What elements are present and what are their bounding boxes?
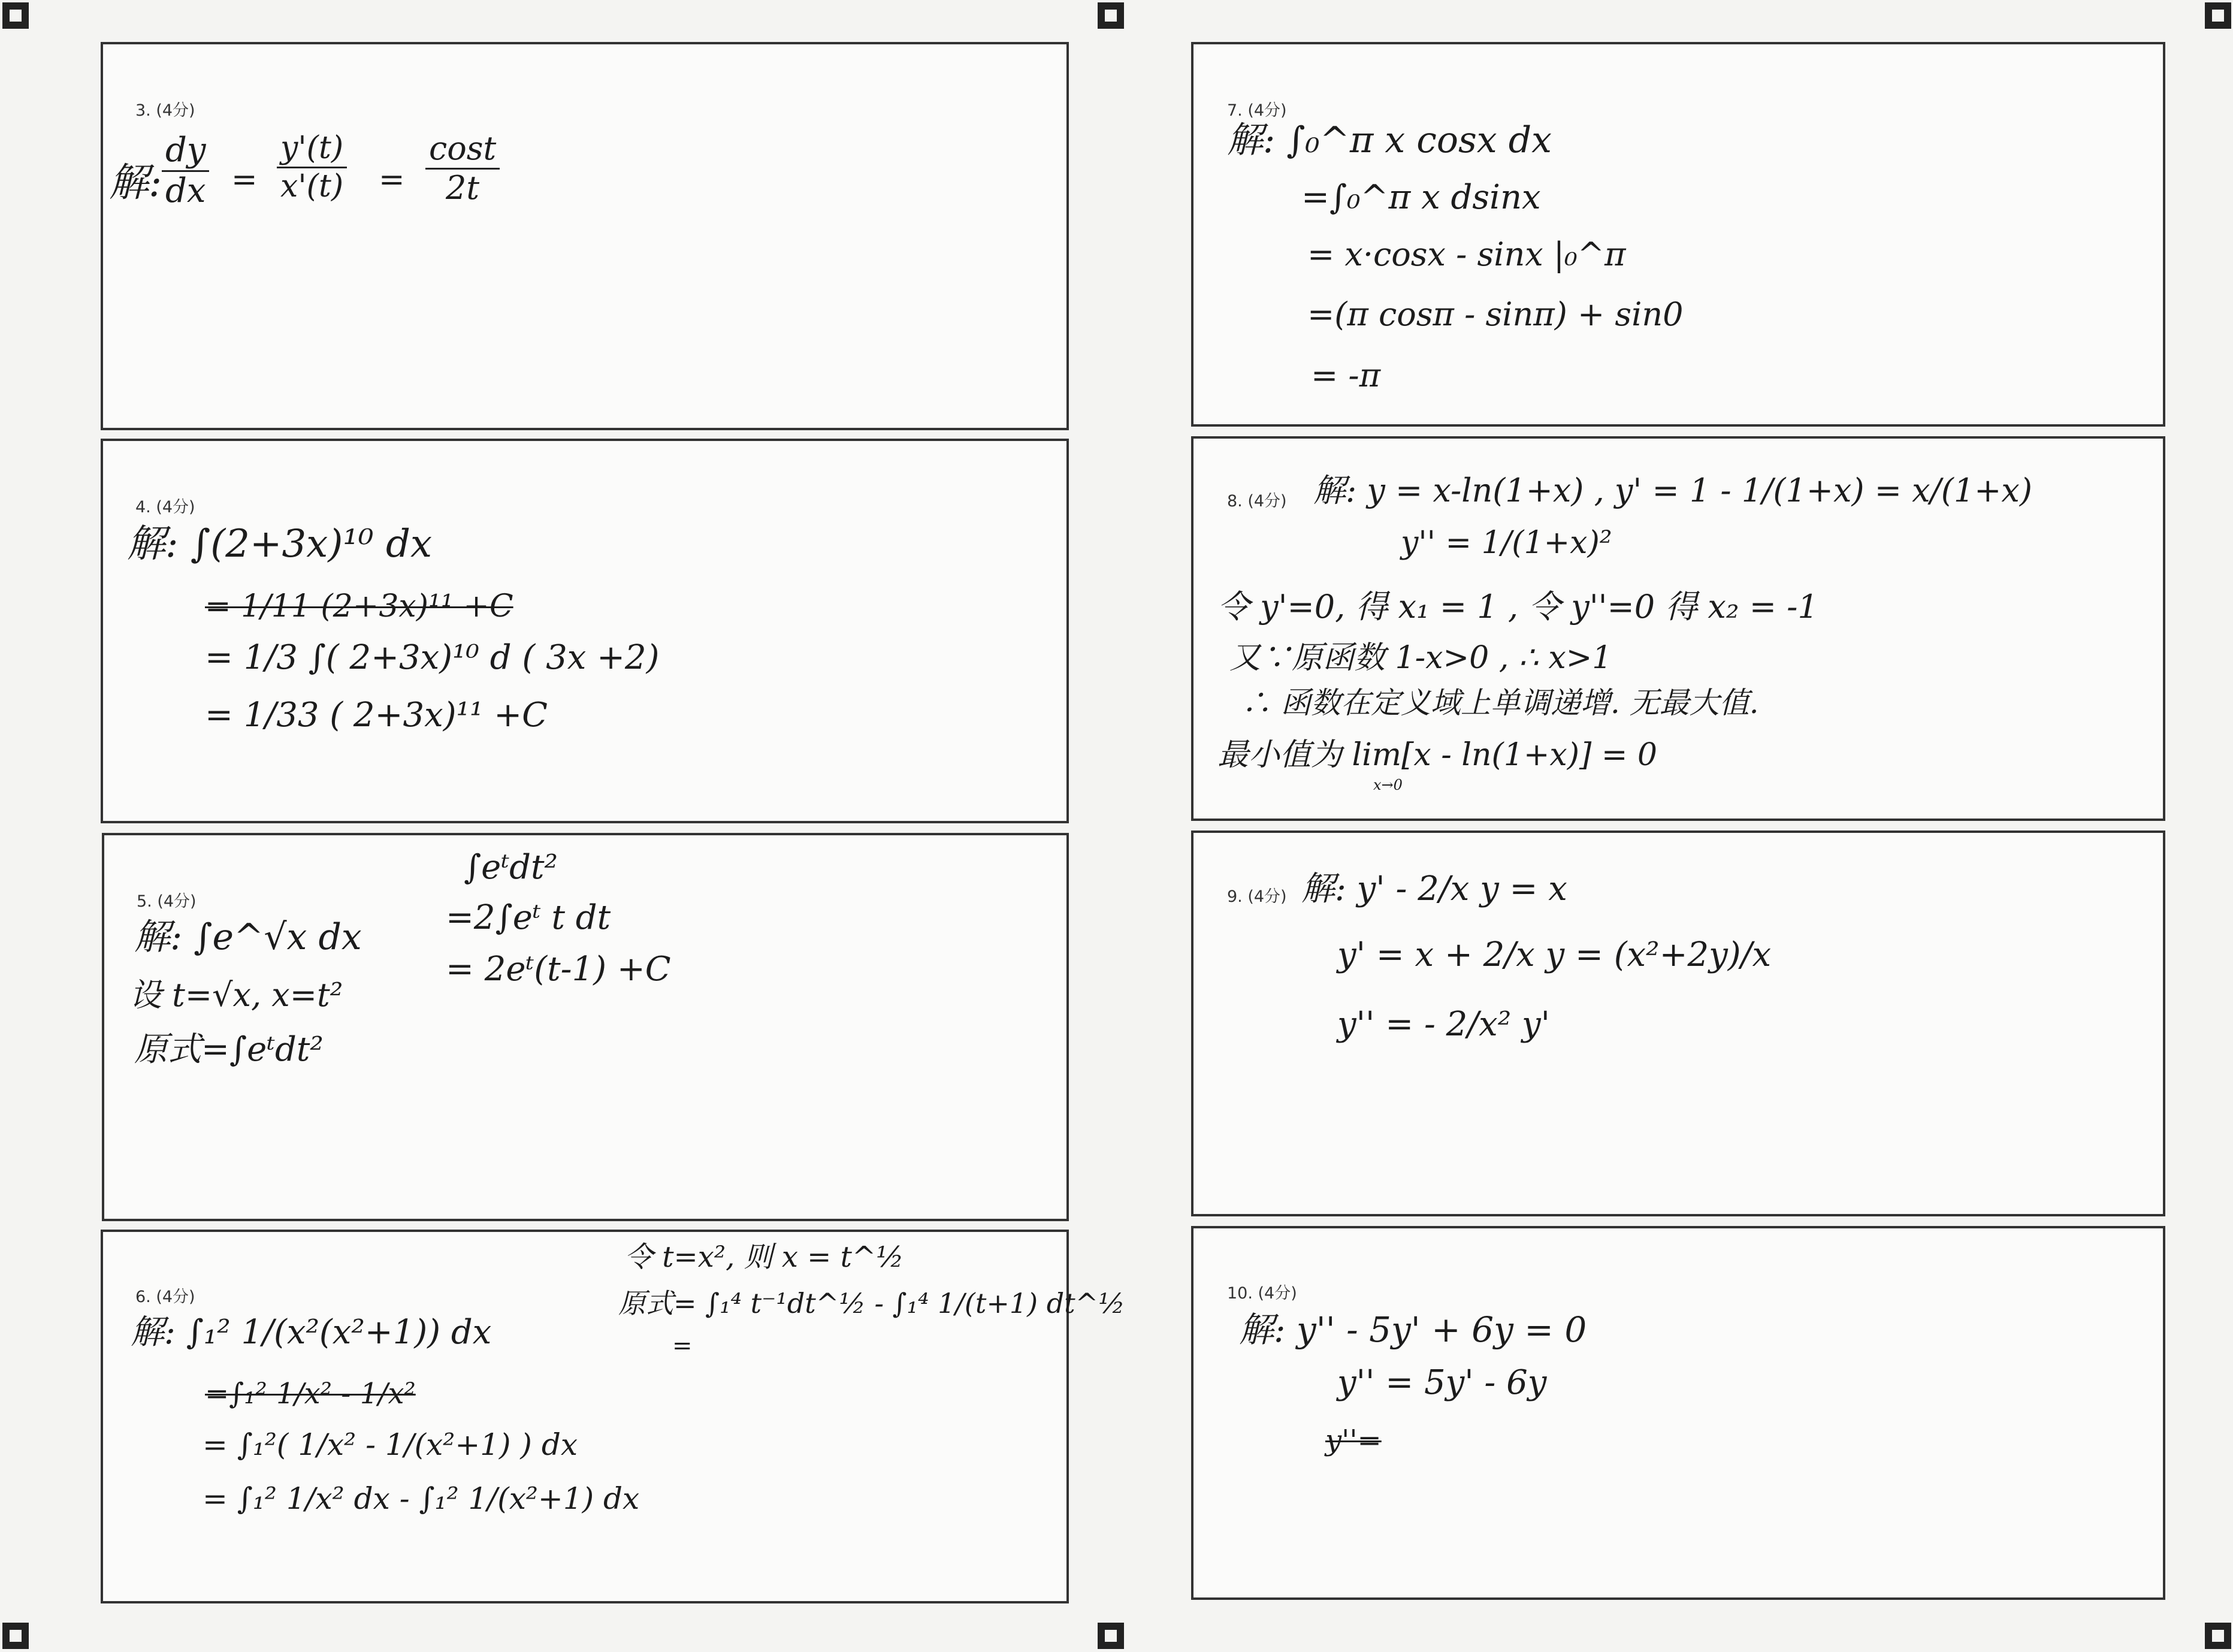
question-label: 4. (4分) — [135, 498, 195, 517]
answer-line: 令 t=x², 则 x = t^½ — [624, 1240, 904, 1274]
answer-box-q6 — [101, 1230, 1125, 1603]
fraction-numerator: y'(t) — [277, 132, 347, 168]
jie-label: 解: — [109, 159, 162, 206]
answer-line: y'' = 1/(1+x)² — [1401, 525, 1612, 561]
corner-marker — [2, 2, 29, 29]
answer-line: = 1/3 ∫( 2+3x)¹⁰ d ( 3x +2) — [205, 638, 660, 677]
answer-line: 解: y = x-ln(1+x) , y' = 1 - 1/(1+x) = x/(1+x) — [1313, 472, 2032, 509]
answer-box-q9 — [1191, 830, 2165, 1216]
question-label: 5. (4分) — [137, 892, 197, 911]
answer-line: ∴ 函数在定义域上单调递增. 无最大值. — [1241, 685, 1759, 720]
answer-line: 令 y'=0, 得 x₁ = 1 , 令 y''=0 得 x₂ = -1 — [1217, 588, 1818, 626]
answer-line: =(π cosπ - sinπ) + sin0 — [1307, 295, 1684, 333]
question-label: 3. (4分) — [135, 101, 195, 120]
answer-line: 解: ∫₀^π x cosx dx — [1227, 119, 1552, 161]
equals-sign: = — [379, 162, 405, 198]
fraction-derivatives — [277, 132, 347, 203]
answer-box-q7 — [1191, 42, 2165, 427]
answer-box-q3 — [101, 42, 1069, 430]
question-label: 6. (4分) — [135, 1288, 195, 1306]
corner-marker — [2205, 2, 2231, 29]
corner-marker — [2205, 1623, 2231, 1649]
answer-line: 设 t=√x, x=t² — [129, 976, 343, 1014]
question-label: 9. (4分) — [1227, 887, 1287, 906]
answer-line: = ∫₁²( 1/x² - 1/(x²+1) ) dx — [203, 1427, 578, 1462]
crossed-out-line: =∫₁² 1/x² - 1/x² — [205, 1377, 416, 1411]
question-label: 7. (4分) — [1227, 101, 1287, 120]
answer-line: =∫₀^π x dsinx — [1301, 178, 1541, 217]
fraction-numerator: cost — [425, 132, 500, 170]
corner-marker — [2, 1623, 29, 1649]
answer-line: 解: ∫e^√x dx — [134, 916, 362, 958]
fraction-dy-dx — [162, 133, 209, 209]
answer-box-q10 — [1191, 1226, 2165, 1600]
corner-marker — [1098, 2, 1124, 29]
crossed-out-line: = 1/11 (2+3x)¹¹ +C — [205, 588, 513, 624]
answer-box-q4 — [101, 439, 1069, 823]
answer-line: = -π — [1311, 357, 1381, 394]
answer-line: 原式= ∫₁⁴ t⁻¹dt^½ - ∫₁⁴ 1/(t+1) dt^½ — [618, 1287, 1125, 1319]
fraction-numerator: dy — [162, 133, 209, 172]
answer-line: y'' = 5y' - 6y — [1337, 1363, 1547, 1402]
answer-box-q5 — [102, 833, 1069, 1221]
answer-line: 解: y' - 2/x y = x — [1301, 869, 1567, 908]
answer-line: 解: ∫₁² 1/(x²(x²+1)) dx — [131, 1313, 492, 1352]
equals-sign: = — [231, 162, 258, 198]
answer-line: = — [672, 1332, 693, 1360]
answer-line: 解: ∫(2+3x)¹⁰ dx — [127, 522, 433, 566]
answer-line: = 2eᵗ(t-1) +C — [446, 950, 671, 989]
answer-line: = ∫₁² 1/x² dx - ∫₁² 1/(x²+1) dx — [203, 1481, 640, 1516]
fraction-denominator: 2t — [446, 168, 480, 207]
answer-line: = x·cosx - sinx |₀^π — [1307, 235, 1626, 273]
fraction-denominator: dx — [165, 171, 206, 210]
answer-line: y' = x + 2/x y = (x²+2y)/x — [1337, 935, 1772, 974]
corner-marker — [1098, 1623, 1124, 1649]
answer-line: = 1/33 ( 2+3x)¹¹ +C — [205, 696, 548, 735]
answer-line: 解: y'' - 5y' + 6y = 0 — [1239, 1309, 1587, 1350]
limit-subscript: x→0 — [1373, 777, 1403, 793]
answer-line: =2∫eᵗ t dt — [446, 898, 611, 937]
question-label: 10. (4分) — [1227, 1284, 1297, 1303]
answer-line: 最小值为 lim[x - ln(1+x)] = 0 — [1217, 737, 1658, 773]
fraction-denominator: x'(t) — [280, 168, 344, 204]
crossed-out-line: y''= — [1325, 1424, 1382, 1457]
answer-line: y'' = - 2/x² y' — [1337, 1005, 1551, 1044]
fraction-result — [425, 129, 500, 207]
answer-box-q8 — [1191, 436, 2165, 821]
question-label: 8. (4分) — [1227, 492, 1287, 511]
answer-line: 又∵原函数 1-x>0 , ∴ x>1 — [1229, 640, 1612, 676]
answer-line: ∫eᵗdt² — [464, 848, 558, 887]
answer-line: 原式=∫eᵗdt² — [134, 1030, 324, 1069]
